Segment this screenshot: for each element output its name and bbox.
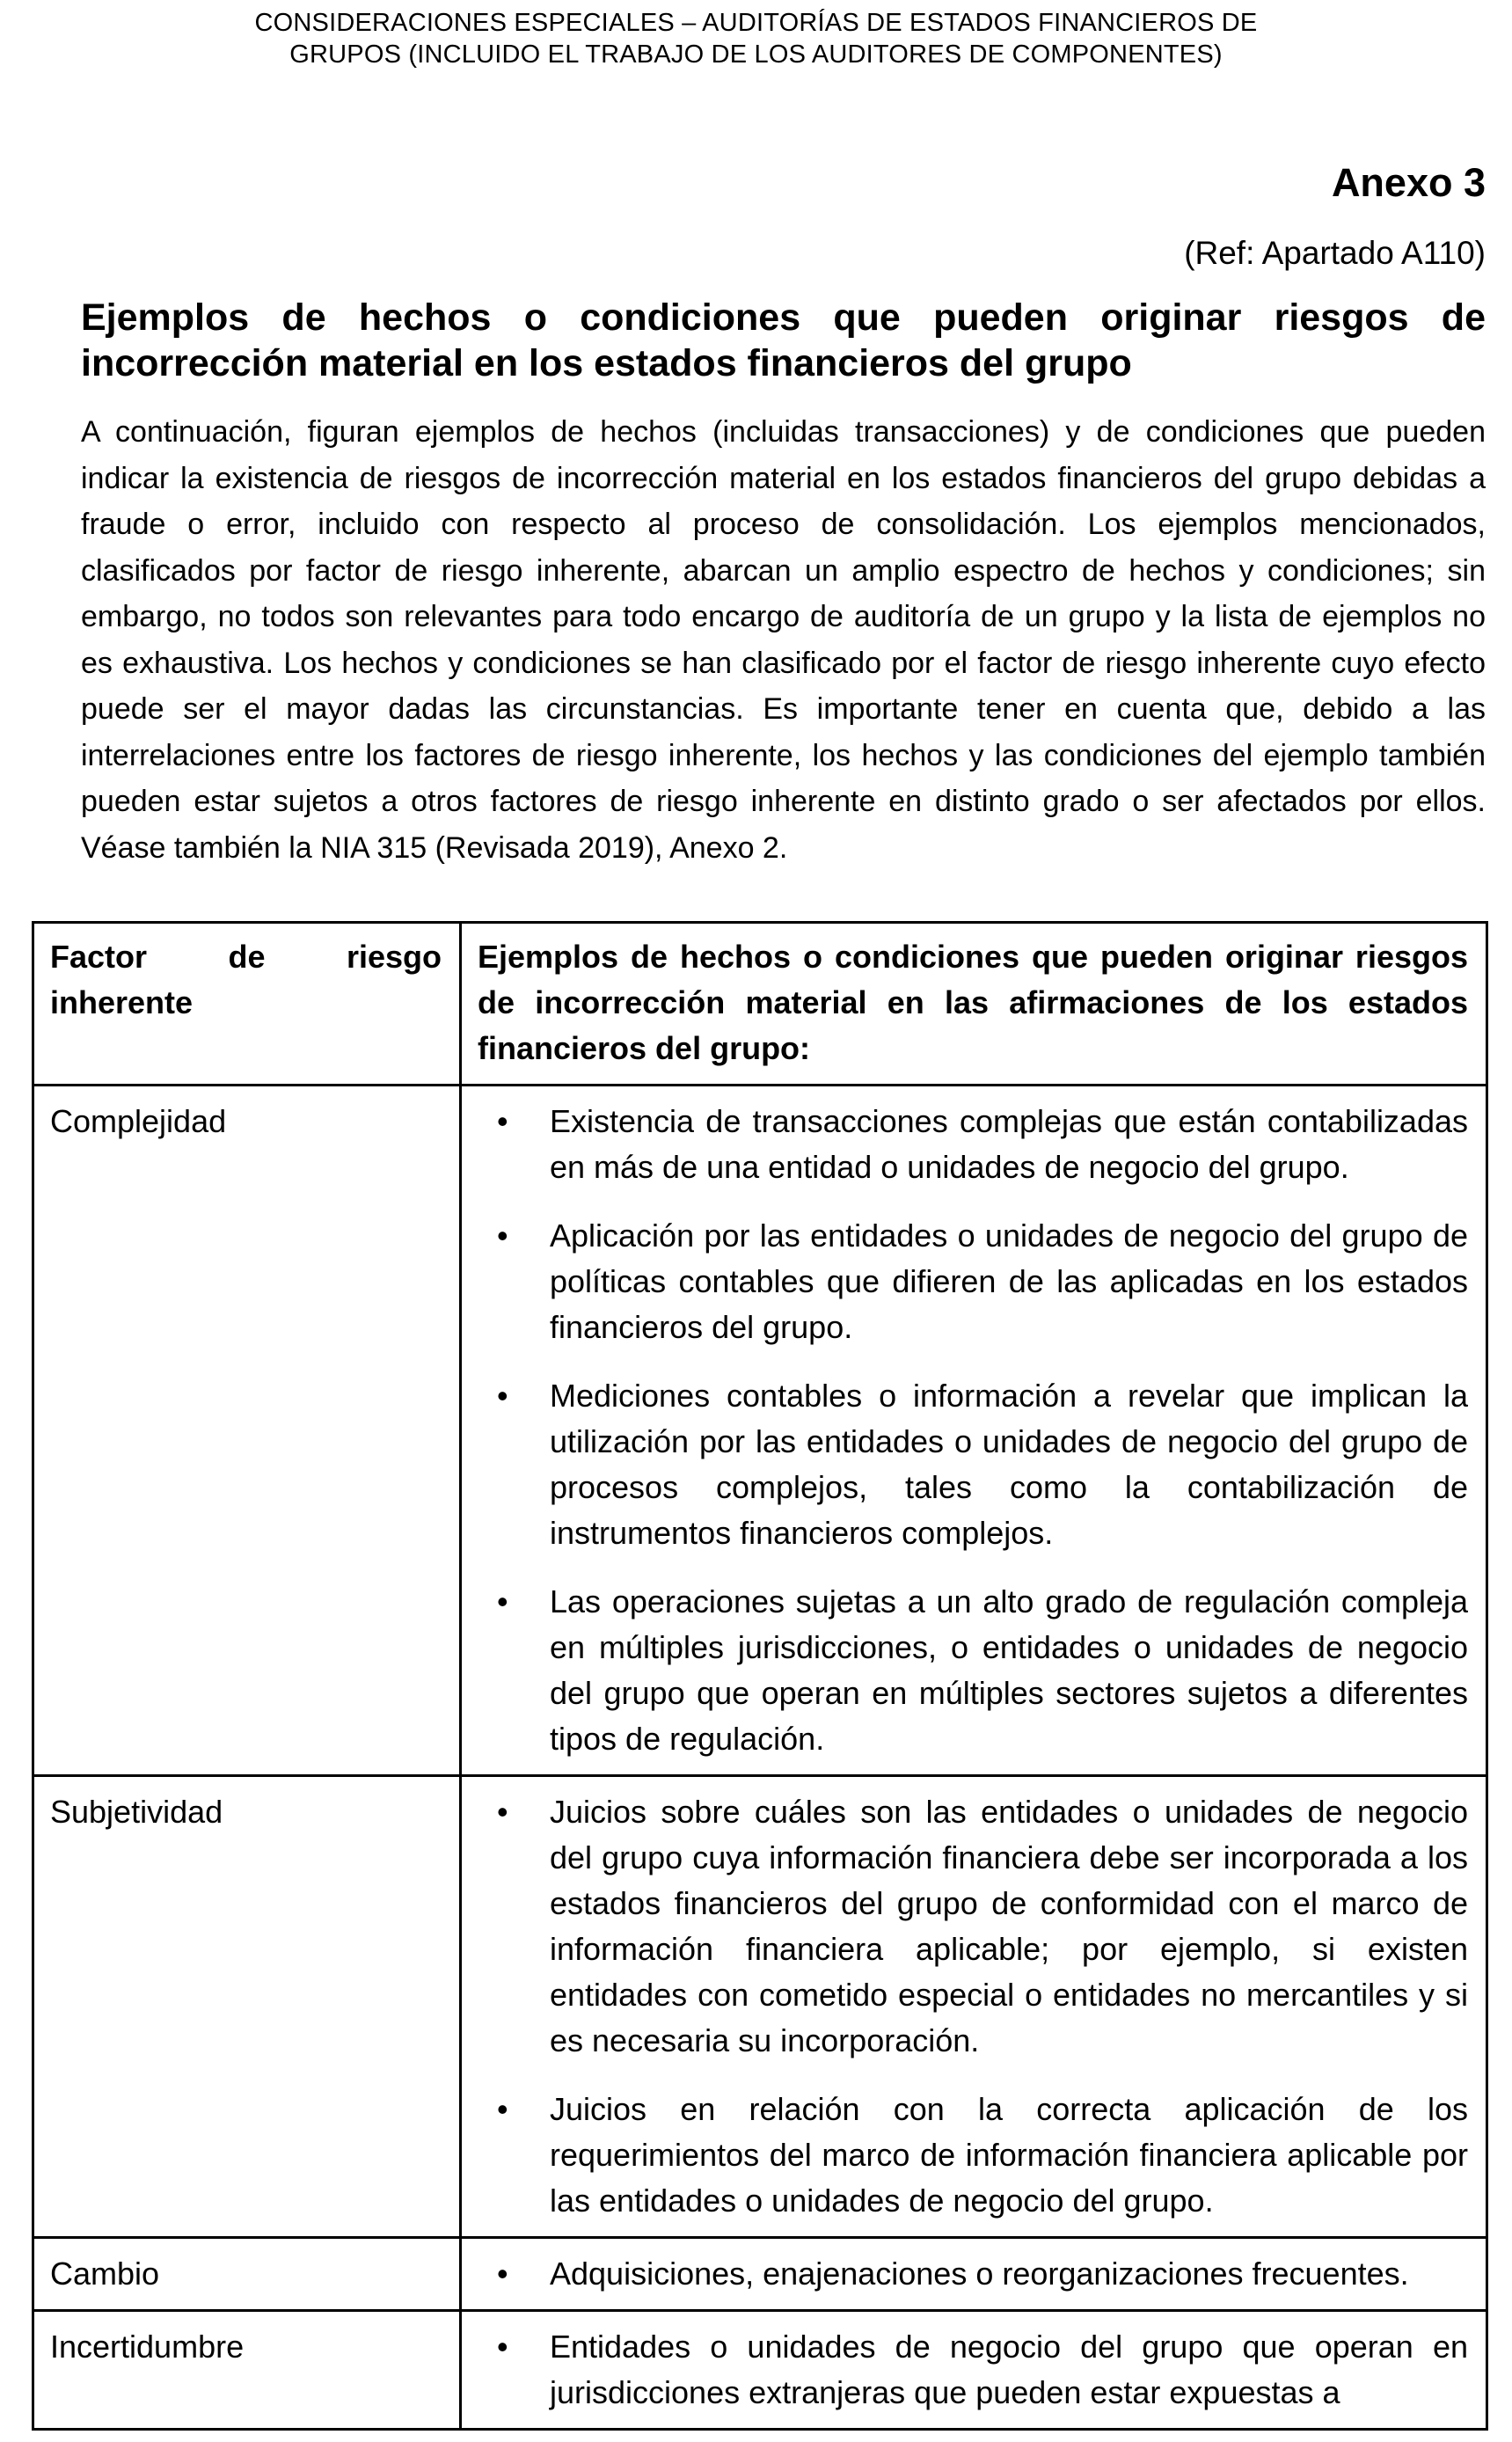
- running-header: [0, 7, 1512, 70]
- examples-cell: [461, 1776, 1487, 2238]
- examples-list: [478, 1789, 1468, 2224]
- bullet-icon: •: [497, 2329, 508, 2365]
- factor-label: Subjetividad: [50, 1794, 223, 1830]
- running-header-line-2: GRUPOS (INCLUIDO EL TRABAJO DE LOS AUDITORES DE COMPONENTES): [289, 40, 1223, 69]
- table-row-subjetividad: [33, 1776, 1487, 2238]
- annex-reference: (Ref: Apartado A110): [1184, 235, 1486, 271]
- list-item: [478, 2251, 1468, 2297]
- bullet-icon: •: [497, 1217, 508, 1254]
- factor-cell: [33, 2311, 461, 2430]
- factor-cell: [33, 1086, 461, 1776]
- factor-label: Incertidumbre: [50, 2329, 245, 2365]
- intro-paragraph: A continuación, figuran ejemplos de hechos (incluidas transacciones) y de condiciones que pueden indicar la existencia de riesgos de incorrección material en los estados financieros del grupo debidas a fraude o error, incluido con respecto al proceso de consolidación. Los ejemplos mencionados, clasificados por factor de riesgo inherente, abarcan un amplio espectro de hechos y condiciones; sin embargo, no todos son relevantes para todo encargo de auditoría de un grupo y la lista de ejemplos no es exhaustiva. Los hechos y condiciones se han clasificado por el factor de riesgo inherente cuyo efecto puede ser el mayor dadas las circunstancias. Es importante tener en cuenta que, debido a las interrelaciones entre los factores de riesgo inherente, los hechos y las condiciones del ejemplo también pueden estar sujetos a otros factores de riesgo inherente en distinto grado o ser afectados por ellos. Véase también la NIA 315 (Revisada 2019), Anexo 2.: [81, 415, 1486, 865]
- examples-cell: [461, 2238, 1487, 2311]
- examples-list: [478, 1099, 1468, 1762]
- factor-cell: [33, 1776, 461, 2238]
- list-item-text: Juicios sobre cuáles son las entidades o unidades de negocio del grupo cuya información financiera debe ser incorporada a los estados financieros del grupo de conformidad con el marco de información financiera aplicable; por ejemplo, si existen entidades con cometido especial o entidades no mercantiles y si es necesaria su incorporación.: [550, 1794, 1468, 2058]
- list-item-text: Mediciones contables o información a revelar que implican la utilización por las entidades o unidades de negocio del grupo de procesos complejos, tales como la contabilización de instrumentos financieros complejos.: [550, 1378, 1468, 1551]
- list-item: [478, 1789, 1468, 2064]
- list-item-text: Aplicación por las entidades o unidades de negocio del grupo de políticas contables que difieren de las aplicadas en los estados financieros del grupo.: [550, 1217, 1468, 1345]
- list-item-text: Entidades o unidades de negocio del grupo que operan en jurisdicciones extranjeras que pueden estar expuestas a: [550, 2329, 1468, 2410]
- table-header-row: [33, 923, 1487, 1086]
- examples-cell: [461, 1086, 1487, 1776]
- running-header-line-1: CONSIDERACIONES ESPECIALES – AUDITORÍAS DE ESTADOS FINANCIEROS DE: [254, 9, 1258, 37]
- annex-label: Anexo 3: [1331, 160, 1486, 205]
- bullet-icon: •: [497, 2256, 508, 2292]
- column-header-factor: Factor de riesgo inherente: [33, 923, 461, 1086]
- list-item: [478, 1373, 1468, 1556]
- bullet-icon: •: [497, 1583, 508, 1619]
- list-item-text: Existencia de transacciones complejas que están contabilizadas en más de una entidad o unidades de negocio del grupo.: [550, 1103, 1468, 1185]
- risk-factor-table: [32, 921, 1488, 2431]
- list-item-text: Juicios en relación con la correcta aplicación de los requerimientos del marco de información financiera aplicable por las entidades o unidades de negocio del grupo.: [550, 2091, 1468, 2219]
- factor-label: Complejidad: [50, 1103, 227, 1139]
- table-row-cambio: [33, 2238, 1487, 2311]
- list-item-text: Las operaciones sujetas a un alto grado de regulación compleja en múltiples jurisdicciones, o entidades o unidades de negocio del grupo que operan en múltiples sectores sujetos a diferentes tipos de regulación.: [550, 1583, 1468, 1757]
- table-row-complejidad: [33, 1086, 1487, 1776]
- column-header-examples: Ejemplos de hechos o condiciones que pueden originar riesgos de incorrección material en las afirmaciones de los estados financieros del grupo:: [461, 923, 1487, 1086]
- list-item: [478, 1579, 1468, 1762]
- list-item: [478, 2324, 1468, 2416]
- list-item: [478, 1213, 1468, 1350]
- examples-cell: [461, 2311, 1487, 2430]
- bullet-icon: •: [497, 1378, 508, 1414]
- factor-label: Cambio: [50, 2256, 160, 2292]
- bullet-icon: •: [497, 1103, 508, 1139]
- examples-list: [478, 2324, 1468, 2416]
- factor-cell: [33, 2238, 461, 2311]
- list-item-text: Adquisiciones, enajenaciones o reorganizaciones frecuentes.: [550, 2256, 1409, 2292]
- examples-list: [478, 2251, 1468, 2297]
- list-item: [478, 2087, 1468, 2224]
- bullet-icon: •: [497, 2091, 508, 2127]
- table-row-incertidumbre: [33, 2311, 1487, 2430]
- document-title: Ejemplos de hechos o condiciones que pueden originar riesgos de incorrección material en los estados financieros del grupo: [81, 296, 1486, 384]
- list-item: [478, 1099, 1468, 1190]
- bullet-icon: •: [497, 1794, 508, 1830]
